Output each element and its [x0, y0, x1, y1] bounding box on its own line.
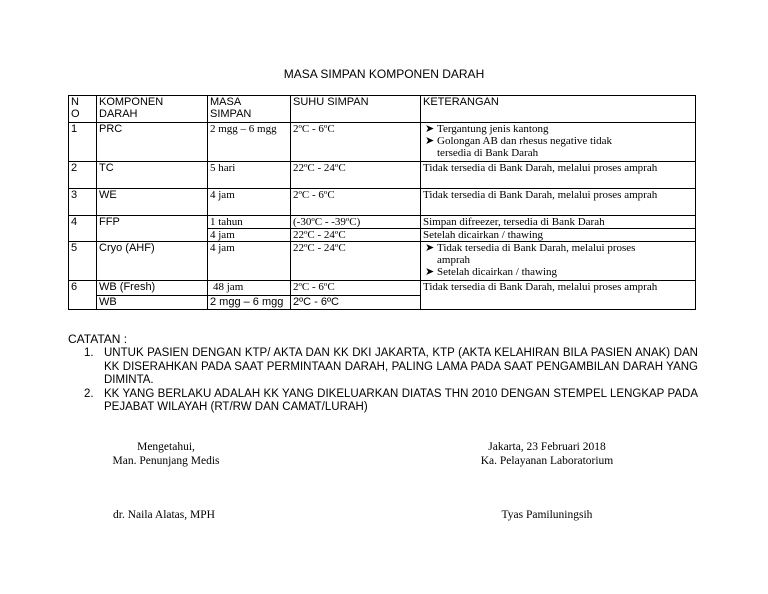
- cell-masa: 1 tahun: [208, 216, 291, 229]
- signature-left-line1: Mengetahui,: [137, 441, 195, 453]
- ket-text: tersedia di Bank Darah: [437, 147, 539, 159]
- cell-no: 5: [69, 242, 97, 281]
- ket-text: amprah: [437, 254, 470, 266]
- arrow-bullet-icon: ➤: [425, 242, 435, 254]
- cell-suhu: 22ºC - 24ºC: [291, 242, 421, 281]
- table-header-row: [69, 96, 696, 123]
- arrow-bullet-icon: ➤: [425, 123, 435, 135]
- header-masa-line1: MASA: [210, 96, 242, 108]
- table-row: [69, 123, 696, 162]
- cell-komponen: WB: [97, 295, 208, 310]
- cell-no: 4: [69, 216, 97, 242]
- ket-text: Setelah dicairkan / thawing: [437, 266, 558, 278]
- table-row: [69, 242, 696, 281]
- cell-suhu: 22ºC - 24ºC: [291, 229, 421, 242]
- cell-ket: Simpan difreezer, tersedia di Bank Darah: [421, 216, 696, 229]
- table-row: [69, 216, 696, 229]
- cell-ket: Tidak tersedia di Bank Darah, melalui proses amprah: [421, 162, 696, 189]
- cell-ket: [421, 242, 696, 281]
- header-komponen-line1: KOMPONEN: [99, 96, 164, 108]
- document-title: MASA SIMPAN KOMPONEN DARAH: [283, 67, 485, 81]
- cell-ket: Setelah dicairkan / thawing: [421, 229, 696, 242]
- table-row: [69, 162, 696, 189]
- header-no: [69, 96, 97, 123]
- table-row: [69, 189, 696, 216]
- header-masa: [208, 96, 291, 123]
- note-number: 2.: [84, 387, 94, 400]
- cell-masa: 2 mgg – 6 mgg: [208, 295, 291, 310]
- cell-no: 2: [69, 162, 97, 189]
- ket-bullet: [423, 266, 693, 278]
- cell-no: 3: [69, 189, 97, 216]
- cell-ket: [421, 123, 696, 162]
- ket-text: Golongan AB dan rhesus negative tidak: [437, 135, 613, 147]
- note-item: [84, 388, 698, 415]
- cell-masa: 5 hari: [208, 162, 291, 189]
- signature-left: [98, 440, 234, 468]
- notes-list: [84, 347, 698, 415]
- arrow-bullet-icon: ➤: [425, 135, 435, 147]
- ket-bullet: [423, 135, 693, 147]
- cell-suhu: 2ºC - 6ºC: [291, 281, 421, 296]
- signature-right-line1: Jakarta, 23 Februari 2018: [488, 441, 606, 453]
- cell-komponen: WB (Fresh): [97, 281, 208, 296]
- ket-bullet: [423, 242, 693, 254]
- ket-text: Tidak tersedia di Bank Darah, melalui proses: [437, 242, 636, 254]
- header-ket: KETERANGAN: [421, 96, 696, 123]
- notes-header: CATATAN :: [68, 332, 128, 346]
- header-komponen: [97, 96, 208, 123]
- cell-komponen: WE: [97, 189, 208, 216]
- header-no-line1: N: [71, 96, 79, 108]
- header-komponen-line2: DARAH: [99, 108, 138, 120]
- ket-bullet: [423, 123, 693, 135]
- note-text: KK YANG BERLAKU ADALAH KK YANG DIKELUARKAN DIATAS THN 2010 DENGAN STEMPEL LENGKAP PADA PEJABAT WILAYAH (RT/RW DAN CAMAT/LURAH): [104, 387, 698, 413]
- cell-no: 1: [69, 123, 97, 162]
- cell-masa: 4 jam: [208, 242, 291, 281]
- cell-no: 6: [69, 281, 97, 310]
- cell-suhu: (-30ºC - -39ºC): [291, 216, 421, 229]
- storage-table: [68, 95, 696, 310]
- signature-left-name: dr. Naila Alatas, MPH: [113, 509, 215, 521]
- signature-left-line2: Man. Penunjang Medis: [112, 455, 220, 467]
- signature-right-line2: Ka. Pelayanan Laboratorium: [480, 455, 614, 467]
- header-no-line2: O: [71, 108, 80, 120]
- header-masa-line2: SIMPAN: [210, 108, 252, 120]
- cell-ket: Tidak tersedia di Bank Darah, melalui proses amprah: [421, 189, 696, 216]
- cell-masa: 4 jam: [208, 229, 291, 242]
- cell-suhu: 22ºC - 24ºC: [291, 162, 421, 189]
- cell-komponen: PRC: [97, 123, 208, 162]
- cell-komponen: TC: [97, 162, 208, 189]
- signature-right: [462, 440, 632, 468]
- cell-masa: [208, 281, 291, 296]
- header-suhu: SUHU SIMPAN: [291, 96, 421, 123]
- cell-masa: 4 jam: [208, 189, 291, 216]
- cell-komponen: FFP: [97, 216, 208, 242]
- cell-komponen: Cryo (AHF): [97, 242, 208, 281]
- cell-masa: 2 mgg – 6 mgg: [208, 123, 291, 162]
- cell-suhu: 2ºC - 6ºC: [291, 295, 421, 310]
- masa-text: 48 jam: [213, 281, 244, 293]
- arrow-bullet-icon: ➤: [425, 266, 435, 278]
- note-number: 1.: [84, 347, 94, 359]
- cell-ket: Tidak tersedia di Bank Darah, melalui proses amprah: [421, 281, 696, 310]
- cell-suhu: 2ºC - 6ºC: [291, 189, 421, 216]
- note-item: [84, 347, 698, 388]
- cell-suhu: 2ºC - 6ºC: [291, 123, 421, 162]
- signature-right-name: Tyas Pamiluningsih: [501, 509, 593, 521]
- note-text: UNTUK PASIEN DENGAN KTP/ AKTA DAN KK DKI JAKARTA, KTP (AKTA KELAHIRAN BILA PASIEN ANAK) DAN KK DISERAHKAN PADA SAAT PERMINTAAN DARAH, PALING LAMA PADA SAAT PENGAMBILAN DARAH YANG DIMINTA.: [104, 347, 698, 386]
- ket-text: Tergantung jenis kantong: [437, 123, 549, 135]
- table-row: [69, 281, 696, 296]
